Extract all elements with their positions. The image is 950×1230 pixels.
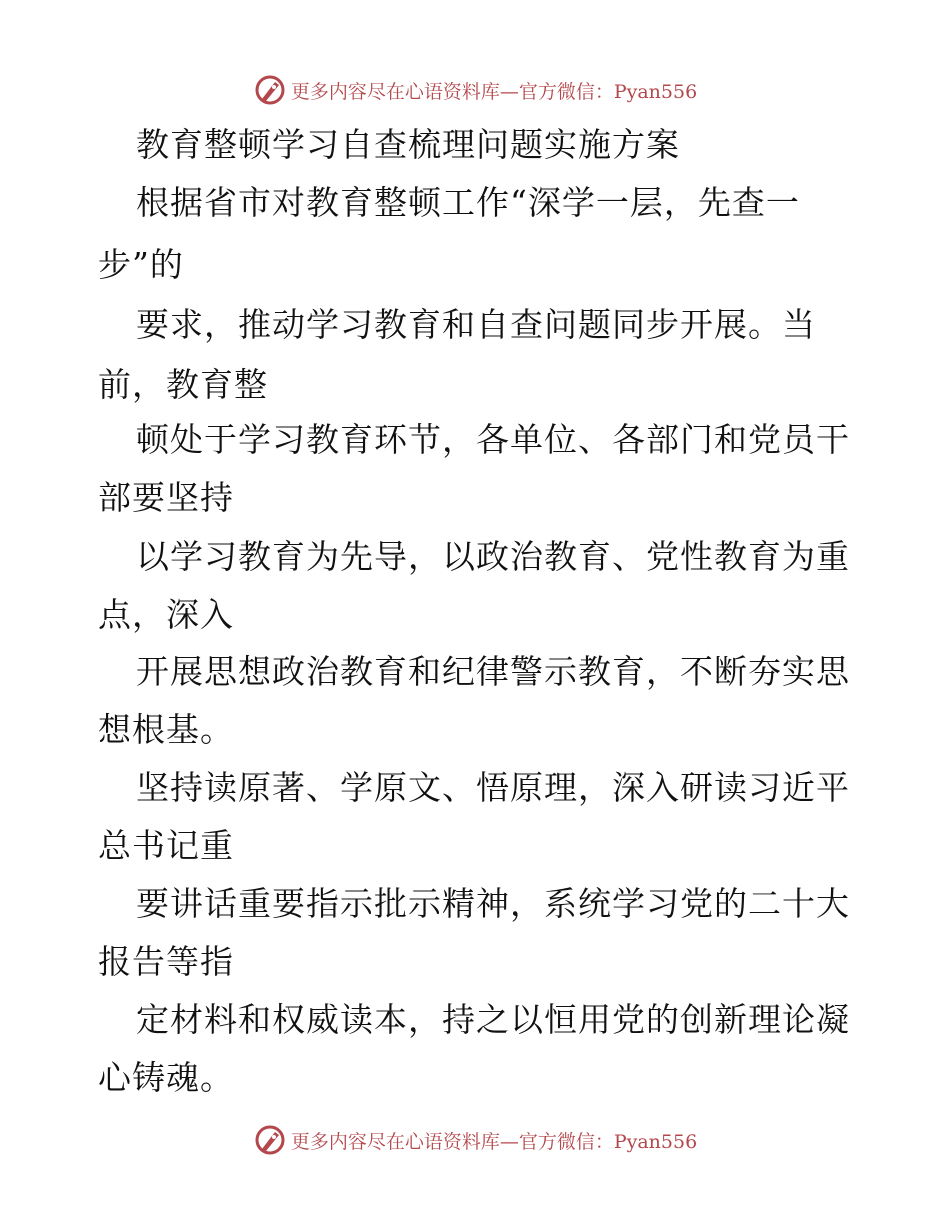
pen-nib-circle-icon <box>253 1123 287 1157</box>
paragraph-line: 定材料和权威读本，持之以恒用党的创新理论凝 <box>136 1000 850 1039</box>
paragraph-line: 要讲话重要指示批示精神，系统学习党的二十大 <box>136 884 850 923</box>
paragraph-line: 坚持读原著、学原文、悟原理，深入研读习近平 <box>136 768 850 807</box>
paragraph-line: 想根基。 <box>98 710 234 749</box>
paragraph-line: 点，深入 <box>98 595 234 634</box>
paragraph-line: 报告等指 <box>98 942 234 981</box>
paragraph-line: 顿处于学习教育环节，各单位、各部门和党员干 <box>136 420 850 459</box>
paragraph-line: 要求，推动学习教育和自查问题同步开展。当 <box>136 305 816 344</box>
paragraph-line: 心铸魂。 <box>98 1058 234 1097</box>
paragraph-line: 总书记重 <box>98 826 234 865</box>
watermark-text: 更多内容尽在心语资料库—官方微信：Pyan556 <box>290 80 698 103</box>
paragraph-line: 部要坚持 <box>98 478 234 517</box>
paragraph-line: 开展思想政治教育和纪律警示教育，不断夯实思 <box>136 652 850 691</box>
paragraph-line: 以学习教育为先导，以政治教育、党性教育为重 <box>136 537 850 576</box>
header-watermark-banner <box>0 70 950 110</box>
footer-watermark-banner <box>0 1120 950 1160</box>
document-title: 教育整顿学习自查梳理问题实施方案 <box>136 125 680 164</box>
pen-nib-circle-icon <box>253 73 287 107</box>
paragraph-line: 根据省市对教育整顿工作“深学一层，先查一 <box>136 183 800 222</box>
paragraph-line: 步”的 <box>98 245 184 284</box>
paragraph-line: 前，教育整 <box>98 365 268 404</box>
watermark-text: 更多内容尽在心语资料库—官方微信：Pyan556 <box>290 1130 698 1153</box>
